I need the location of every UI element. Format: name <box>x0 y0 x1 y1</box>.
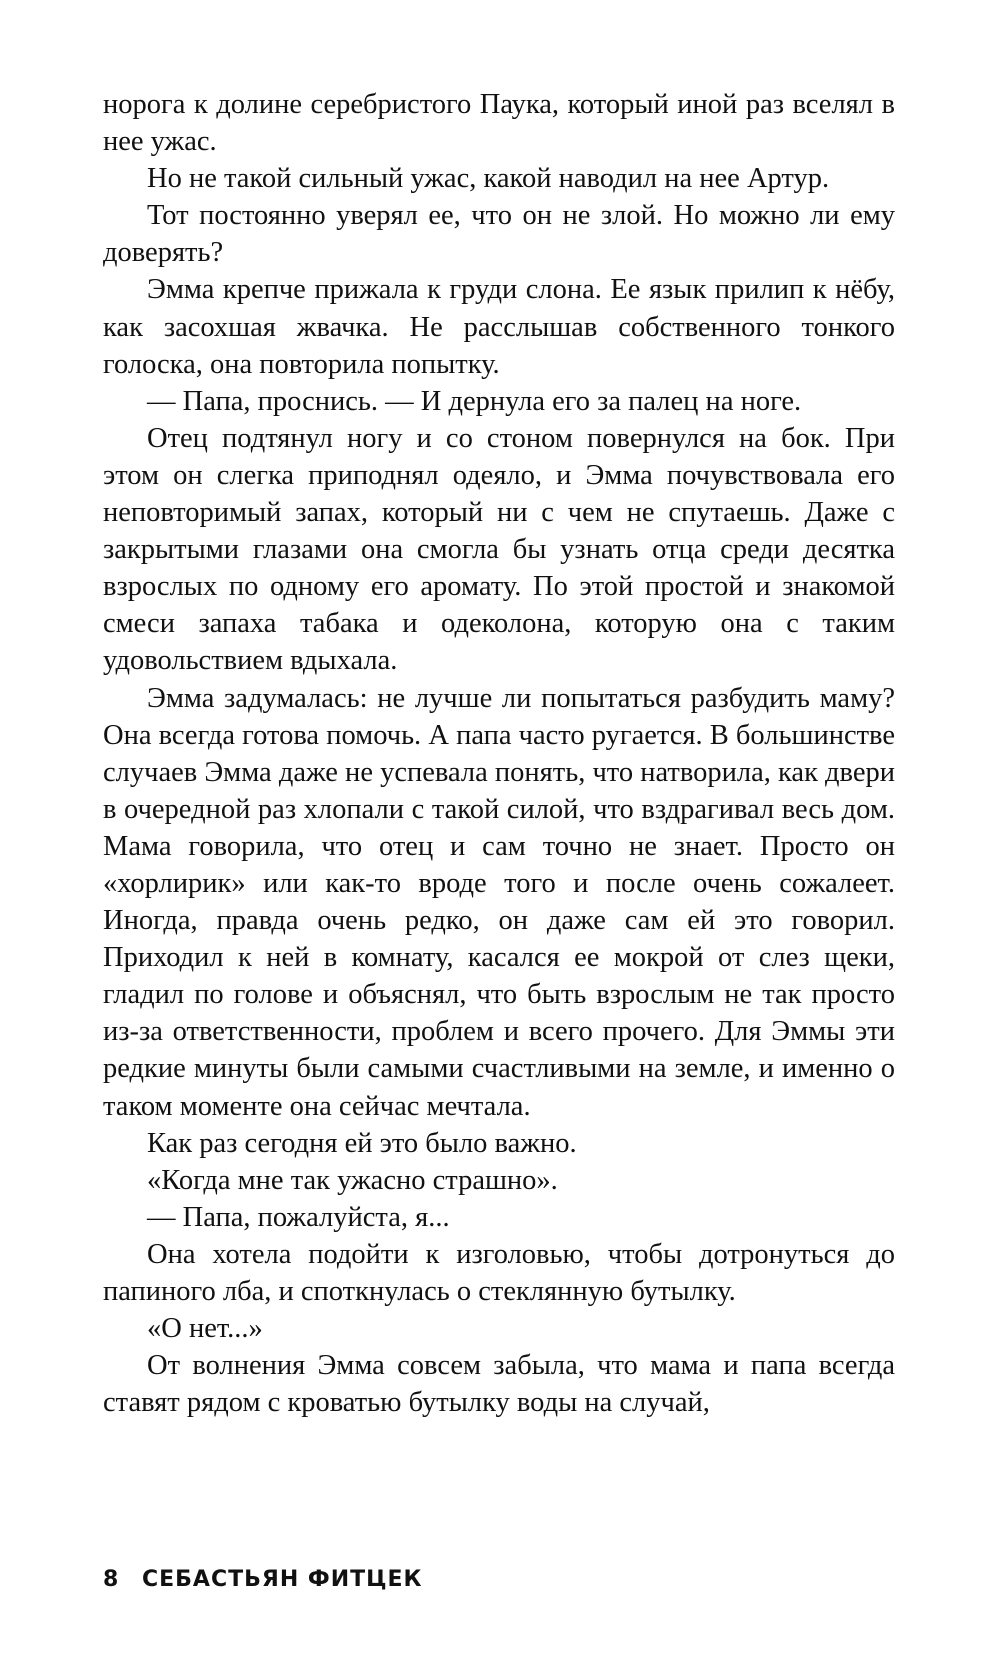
paragraph: Тот постоянно уверял ее, что он не злой. Но можно ли ему доверять? <box>103 200 895 269</box>
paragraph: — Папа, проснись. — И дернула его за палец на ноге. <box>147 385 802 417</box>
paragraph: Эмма задумалась: не лучше ли попытаться разбудить маму? Она всегда готова помочь. А папа часто ругается. В большинстве случаев Эмма даже не успевала понять, что натворила, как двери в очередной раз хлопали с такой силой, что вздрагивал весь дом. Мама говорила, что отец и сам точно не знает. Просто он «хорлирик» или как-то вроде того и после очень сожалеет. Иногда, правда очень редко, он даже сам ей это говорил. Приходил к ней в комнату, касался ее мокрой от слез щеки, гладил по голове и объяснял, что быть взрослым не так просто из-за ответственности, проблем и всего прочего. Для Эммы эти редкие минуты были самыми счастливыми на земле, и именно о таком моменте она сейчас мечтала. <box>103 682 895 1122</box>
running-head-author: СЕБАСТЬЯН ФИТЦЕК <box>141 1567 423 1592</box>
paragraph: «О нет...» <box>147 1313 263 1345</box>
paragraph: Эмма крепче прижала к груди слона. Ее язык прилип к нёбу, как засохшая жвачка. Не расслышав собственного тонкого голоска, она повторила попытку. <box>103 274 895 380</box>
paragraph: — Папа, пожалуйста, я... <box>147 1201 450 1233</box>
paragraph: Как раз сегодня ей это было важно. <box>147 1127 577 1159</box>
paragraph: Она хотела подойти к изголовью, чтобы дотронуться до папиного лба, и споткнулась о стеклянную бутылку. <box>103 1238 895 1307</box>
paragraph: От волнения Эмма совсем забыла, что мама и папа всегда ставят рядом с кроватью бутылку воды на случай, <box>103 1350 895 1419</box>
body-text <box>103 86 895 1421</box>
page-footer <box>103 1567 423 1592</box>
paragraph: Но не такой сильный ужас, какой наводил на нее Артур. <box>147 163 830 195</box>
paragraph: норога к долине серебристого Паука, который иной раз вселял в нее ужас. <box>103 89 895 158</box>
paragraph: Отец подтянул ногу и со стоном повернулся на бок. При этом он слегка приподнял одеяло, и Эмма почувствовала его неповторимый запах, который ни с чем не спутаешь. Даже с закрытыми глазами она смогла бы узнать отца среди десятка взрослых по одному его аромату. По этой простой и знакомой смеси запаха табака и одеколона, которую она с таким удовольствием вдыхала. <box>103 422 895 677</box>
page-number: 8 <box>103 1567 120 1592</box>
paragraph: «Когда мне так ужасно страшно». <box>147 1164 558 1196</box>
